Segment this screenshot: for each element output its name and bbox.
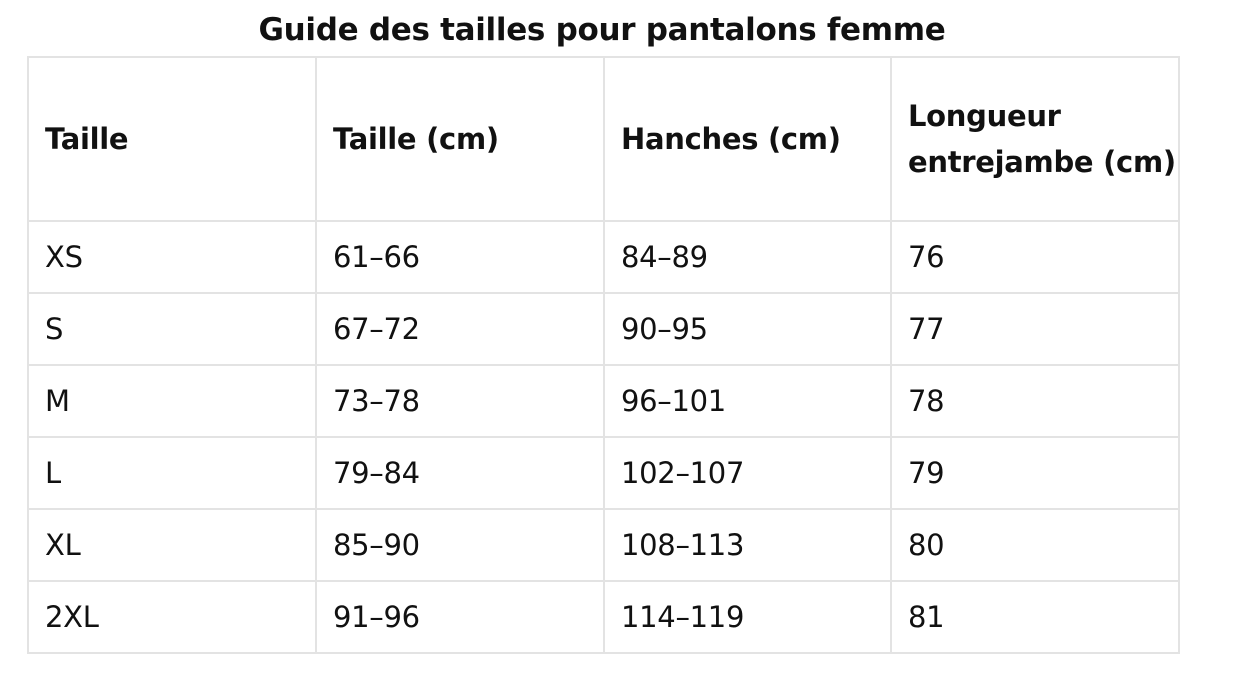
- cell-hips: 96–101: [604, 365, 891, 437]
- header-inseam: Longueur entrejambe (cm): [891, 57, 1179, 221]
- table-header-row: [28, 57, 1179, 221]
- cell-size: 2XL: [28, 581, 316, 653]
- cell-inseam: 76: [891, 221, 1179, 293]
- table-row: [28, 509, 1179, 581]
- header-waist: Taille (cm): [316, 57, 604, 221]
- cell-waist: 85–90: [316, 509, 604, 581]
- cell-hips: 90–95: [604, 293, 891, 365]
- cell-hips: 108–113: [604, 509, 891, 581]
- cell-waist: 67–72: [316, 293, 604, 365]
- cell-size: M: [28, 365, 316, 437]
- cell-size: L: [28, 437, 316, 509]
- cell-waist: 73–78: [316, 365, 604, 437]
- table-row: [28, 581, 1179, 653]
- cell-inseam: 78: [891, 365, 1179, 437]
- header-hips: Hanches (cm): [604, 57, 891, 221]
- table-row: [28, 365, 1179, 437]
- table-row: [28, 293, 1179, 365]
- cell-inseam: 81: [891, 581, 1179, 653]
- size-chart-table: [27, 56, 1180, 654]
- cell-inseam: 77: [891, 293, 1179, 365]
- cell-waist: 91–96: [316, 581, 604, 653]
- cell-size: S: [28, 293, 316, 365]
- cell-hips: 102–107: [604, 437, 891, 509]
- header-size: Taille: [28, 57, 316, 221]
- table-row: [28, 437, 1179, 509]
- cell-inseam: 79: [891, 437, 1179, 509]
- cell-inseam: 80: [891, 509, 1179, 581]
- cell-size: XL: [28, 509, 316, 581]
- cell-hips: 114–119: [604, 581, 891, 653]
- cell-hips: 84–89: [604, 221, 891, 293]
- cell-waist: 61–66: [316, 221, 604, 293]
- cell-size: XS: [28, 221, 316, 293]
- cell-waist: 79–84: [316, 437, 604, 509]
- table-row: [28, 221, 1179, 293]
- page-title: Guide des tailles pour pantalons femme: [258, 12, 946, 48]
